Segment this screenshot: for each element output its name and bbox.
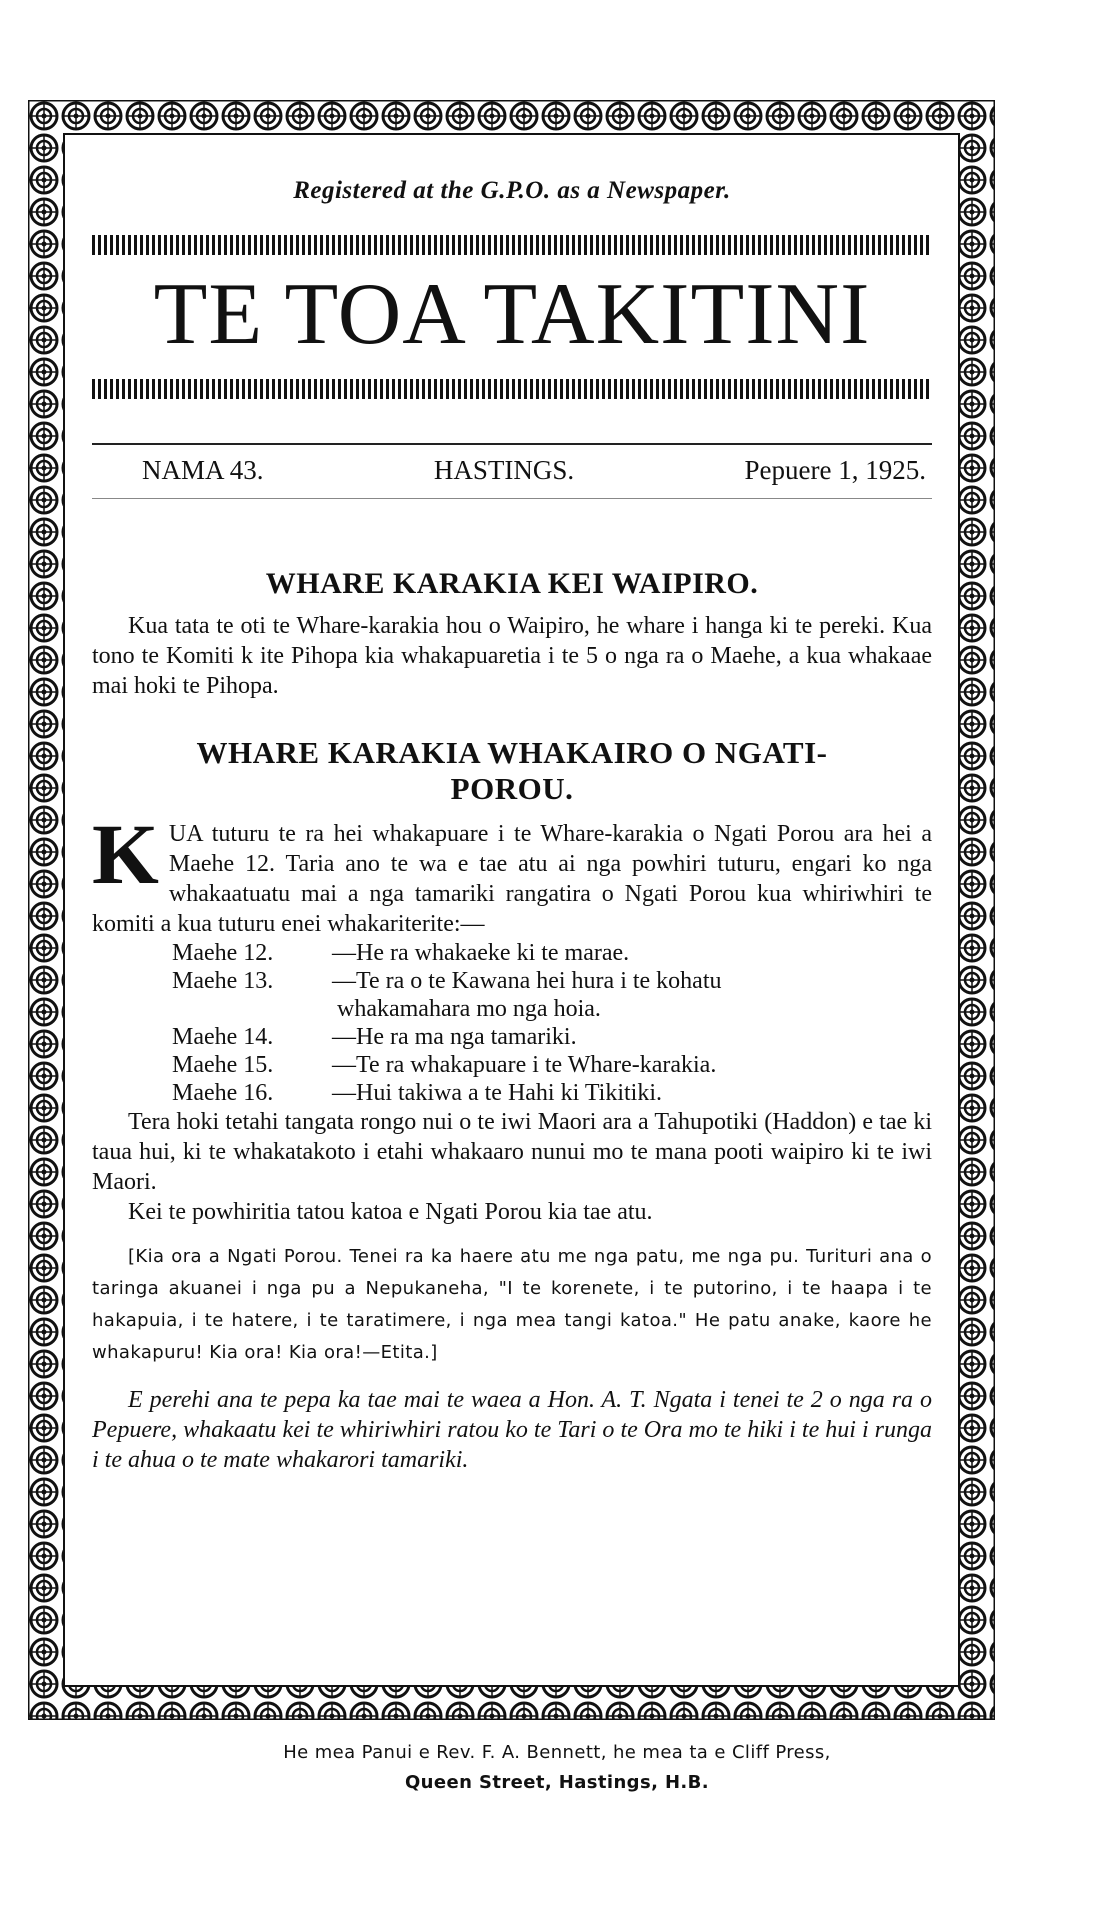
schedule-row: [172, 1051, 932, 1079]
schedule-row: [172, 1079, 932, 1107]
article2-para2: Tera hoki tetahi tangata rongo nui o te iwi Maori ara a Tahupotiki (Haddon) e tae ki taua hui, ki te whakatakoto i etahi whakaaro nunui mo te mana pooti waipiro ki te iwi Maori.: [92, 1109, 932, 1195]
ornamental-border: [28, 100, 995, 1720]
article2-lead: [92, 806, 932, 939]
schedule-date: Maehe 14.: [172, 1024, 274, 1050]
schedule-continuation: whakamahara mo nga hoia.: [337, 996, 601, 1022]
registration-line: Registered at the G.P.O. as a Newspaper.: [293, 177, 731, 204]
article1-body: Kua tata te oti te Whare-karakia hou o Waipiro, he whare i hanga ki te pereki. Kua tono te Komiti k ite Pihopa kia whakapuaretia i te 5 o nga ra o Maehe, a kua whakaae mai hoki te Pihopa.: [92, 613, 932, 699]
article1-heading: WHARE KARAKIA KEI WAIPIRO.: [265, 567, 759, 600]
italic-notice: E perehi ana te pepa ka tae mai te waea a Hon. A. T. Ngata i tenei te 2 o nga ra o Pepuere, whakaatu kei te whiriwhiri ratou ko te Tari o te Ora mo te hiki i te hui i runga i te ahua o te mate whakarori tamariki.: [92, 1387, 932, 1473]
schedule-row: [172, 1023, 932, 1051]
issue-date: Pepuere 1, 1925.: [744, 455, 926, 485]
schedule: [172, 939, 932, 1107]
schedule-event: —Hui takiwa a te Hahi ki Tikitiki.: [332, 1080, 662, 1106]
masthead-top-bar: [92, 235, 932, 255]
article2-para3: Kei te powhiritia tatou katoa e Ngati Porou kia tae atu.: [128, 1199, 653, 1225]
schedule-date: Maehe 16.: [172, 1080, 274, 1106]
schedule-row: [172, 939, 932, 967]
article2-lead-text: UA tuturu te ra hei whakapuare i te Whare-karakia o Ngati Porou ara hei a Maehe 12. Taria ano te wa e tae atu ai nga powhiri tuturu, engari ko nga whakaatuatu mai a nga tamariki rangatira o Ngati Porou kua whiriwhiri te komiti a kua tuturu enei whakariterite:—: [92, 821, 932, 937]
footer-publisher: He mea Panui e Rev. F. A. Bennett, he mea ta e Cliff Press,: [283, 1742, 831, 1763]
article2-heading: [92, 735, 932, 807]
drop-cap: K: [92, 806, 159, 902]
editor-note: [Kia ora a Ngati Porou. Tenei ra ka haere atu me nga patu, me nga pu. Turituri ana o taringa akuanei i nga pu a Nepukaneha, "I te korenete, i te putorino, i te haapa i te hakapuia, i te hatere, i te taratimere, i nga mea tangi katoa." He patu anake, kaore he whakapuru! Kia ora! Kia ora!—Etita.]: [92, 1246, 932, 1363]
schedule-date: Maehe 15.: [172, 1052, 274, 1078]
article2-heading-line1: WHARE KARAKIA WHAKAIRO O NGATI-: [196, 735, 828, 770]
page-content: [92, 140, 932, 1475]
issue-number: NAMA 43.: [142, 455, 264, 485]
schedule-date: Maehe 12.: [172, 940, 274, 966]
article2-heading-line2: POROU.: [450, 771, 574, 806]
masthead-title: TE TOA TAKITINI: [153, 266, 871, 363]
schedule-date: Maehe 13.: [172, 968, 274, 994]
schedule-event: —Te ra o te Kawana hei hura i te kohatu: [332, 968, 722, 994]
issue-place: HASTINGS.: [433, 455, 575, 485]
schedule-row: [172, 967, 932, 995]
schedule-event: —He ra ma nga tamariki.: [332, 1024, 577, 1050]
masthead-bottom-bar: [92, 379, 932, 399]
schedule-event: —Te ra whakapuare i te Whare-karakia.: [332, 1052, 717, 1078]
issue-line: [92, 445, 932, 486]
footer-address: Queen Street, Hastings, H.B.: [404, 1772, 710, 1793]
schedule-event: —He ra whakaeke ki te marae.: [332, 940, 630, 966]
issue-divider: [92, 498, 932, 499]
